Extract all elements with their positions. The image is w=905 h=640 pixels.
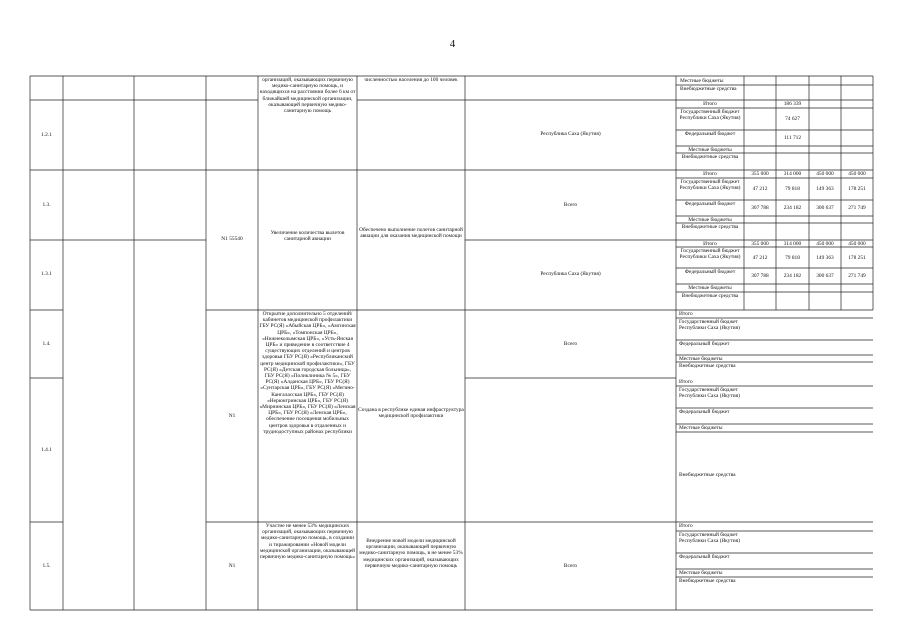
row-code-141: 1.4.1 <box>41 447 52 453</box>
budget-extra-r15: Внебюджетные средства <box>679 578 736 584</box>
region-131: Республика Саха (Якутия) <box>540 271 601 277</box>
budget-local-r15: Местные бюджеты <box>679 570 723 576</box>
budget-federal-r15: Федеральный бюджет <box>679 554 730 560</box>
budget-extra-r141: Внебюджетные средства <box>679 472 736 478</box>
budget-local-r141: Местные бюджеты <box>679 425 723 431</box>
value-rep-131-3: 178 251 <box>848 255 866 261</box>
value-fed-13-0: 307 788 <box>751 205 769 211</box>
budget-extra-r13: Внебюджетные средства <box>681 224 739 230</box>
budget-total-r131: Итого <box>703 241 717 247</box>
budget-republic-r121: Государственный бюджет Республики Саха (Якутия) <box>679 109 741 122</box>
budget-extra-r131: Внебюджетные средства <box>681 293 739 299</box>
budget-extra-r121: Внебюджетные средства <box>681 154 739 160</box>
budget-republic-r13: Государственный бюджет Республики Саха (Якутия) <box>679 179 741 192</box>
value-fed-13-1: 234 182 <box>783 205 802 211</box>
row-code-15: 1.5. <box>42 563 51 569</box>
value-rep-131-0: 47 212 <box>752 255 768 261</box>
budget-total-r121: Итого <box>703 101 717 107</box>
budget-federal-r131: Федеральный бюджет <box>684 269 736 275</box>
result-141: Создана в республике единая инфраструктура медицинской профилактики <box>358 407 464 420</box>
value-total-13-2: 450 000 <box>816 171 834 177</box>
value-total-13-3: 450 000 <box>848 171 866 177</box>
budget-federal-r121: Федеральный бюджет <box>684 131 736 137</box>
budget-total-r15: Итого <box>679 523 693 529</box>
value-fed-r121: 111 712 <box>783 135 802 141</box>
budget-extra-r0: Внебюджетные средства <box>680 86 737 92</box>
budget-total-r141: Итого <box>679 379 693 385</box>
value-rep-13-1: 79 818 <box>785 186 800 192</box>
value-total-131-3: 450 000 <box>848 241 866 247</box>
budget-total-r13: Итого <box>703 171 717 177</box>
region-14: Всего <box>563 341 578 347</box>
value-total-13-0: 355 000 <box>751 171 769 177</box>
region-121: Республика Саха (Якутия) <box>540 131 601 137</box>
row-code-131: 1.3.1 <box>41 271 52 277</box>
result-15: Внедрение новой модели медицинской организации, оказывающей первичную медико-санитарную помощь, в не менее 53% медицинских организаций, оказывающих первичную медико-санитарную помощь <box>359 538 463 569</box>
budget-local-r14: Местные бюджеты <box>679 356 723 362</box>
result-13: Обеспечено выполнение полетов санитарной авиации для оказания медицинской помощи <box>359 227 463 240</box>
value-total-r121: 186 339 <box>783 101 802 107</box>
value-total-131-2: 450 000 <box>816 241 834 247</box>
budget-federal-r14: Федеральный бюджет <box>679 341 730 347</box>
measure-141: Открытие дополнительно 5 отделений/кабинетов медицинской профилактики ГБУ РС(Я) «Абыйская ЦРБ», «Амгинская ЦРБ», «Томпонская ЦРБ», «Нижнеколымская ЦРБ», «Усть-Янская ЦРБ» и приведение в соответствие 4 существующих отделений и центров здоровья ГБУ РС(Я) «Республиканский центр медицинской профилактики», ГБУ РС(Я) «Детская городская больница», ГБУ РС(Я) «Поликлиника № 5», ГБУ РС(Я) «Алданская ЦРБ», ГБУ РС(Я) «Сунтарская ЦРБ», ГБУ РС(Я) «Мегино-Кангаласская ЦРБ», ГБУ РС(Я) «Нерюнгринская ЦРБ», ГБУ РС(Я) «Мирнинская ЦРБ», ГБУ РС(Я) «Ленская ЦРБ», ГБУ РС(Я) «Ленская ЦРБ», обеспечение посещения мобильных центров здоровья в отдаленных и труднодоступных районах республики <box>259 311 356 435</box>
value-fed-13-3: 271 749 <box>848 205 866 211</box>
indicator-13: N1 55540 <box>221 236 243 242</box>
budget-local-r13: Местные бюджеты <box>688 217 732 223</box>
value-total-131-0: 355 000 <box>751 241 769 247</box>
table-vertical-lines <box>30 76 873 610</box>
value-rep-13-2: 149 363 <box>816 186 834 192</box>
indicator-15: N1 <box>228 563 236 569</box>
measure-121-tail: организаций, оказывающих первичную медико-санитарную помощь, и находящихся на расстоянии более 6 км от ближайшей медицинской организации, оказывающей первичную медико-санитарную помощь <box>259 77 356 115</box>
budget-republic-r131: Государственный бюджет Республики Саха (Якутия) <box>679 248 741 261</box>
measure-15: Участие не менее 53% медицинских организаций, оказывающих первичную медико-санитарную помощь, в создании и тиражировании «Новой модели медицинской организации, оказывающей первичную медико-санитарную помощь» <box>259 523 356 561</box>
measure-13: Увеличение количества вылетов санитарной авиации <box>270 230 345 243</box>
indicator-141: N1 <box>228 413 236 419</box>
row-code-14: 1.4. <box>42 341 51 347</box>
budget-local-r121: Местные бюджеты <box>688 147 732 153</box>
value-fed-131-3: 271 749 <box>848 273 866 279</box>
budget-republic-r141: Государственный бюджет Республики Саха (Якутия) <box>679 387 740 400</box>
budget-federal-r141: Федеральный бюджет <box>679 409 730 415</box>
value-rep-131-1: 79 818 <box>785 255 800 261</box>
value-fed-131-1: 234 182 <box>783 273 802 279</box>
row-code-121: 1.2.1 <box>41 132 52 138</box>
region-15: Всего <box>563 563 578 569</box>
budget-republic-r14: Государственный бюджет Республики Саха (Якутия) <box>679 319 740 332</box>
value-rep-13-0: 47 212 <box>752 186 768 192</box>
budget-federal-r13: Федеральный бюджет <box>684 201 736 207</box>
budget-republic-r15: Государственный бюджет Республики Саха (Якутия) <box>679 532 740 545</box>
page-number: 4 <box>449 38 456 50</box>
region-13: Всего <box>563 202 578 208</box>
value-fed-131-2: 300 637 <box>816 273 834 279</box>
result-121-tail: численностью населения до 100 человек <box>364 77 458 83</box>
value-total-13-1: 314 000 <box>783 171 802 177</box>
budget-total-r14: Итого <box>679 311 693 317</box>
value-fed-13-2: 300 637 <box>816 205 834 211</box>
budget-extra-r14: Внебюджетные средства <box>679 363 736 369</box>
value-rep-r121: 74 627 <box>785 116 800 122</box>
budget-local-r0: Местные бюджеты <box>680 78 724 84</box>
budget-local-r131: Местные бюджеты <box>688 285 732 291</box>
value-rep-13-3: 178 251 <box>848 186 866 192</box>
table-major-horizontal-lines <box>30 76 873 610</box>
value-fed-131-0: 307 788 <box>751 273 769 279</box>
value-rep-131-2: 149 363 <box>816 255 834 261</box>
row-code-13: 1.3. <box>42 202 51 208</box>
value-total-131-1: 314 000 <box>783 241 802 247</box>
